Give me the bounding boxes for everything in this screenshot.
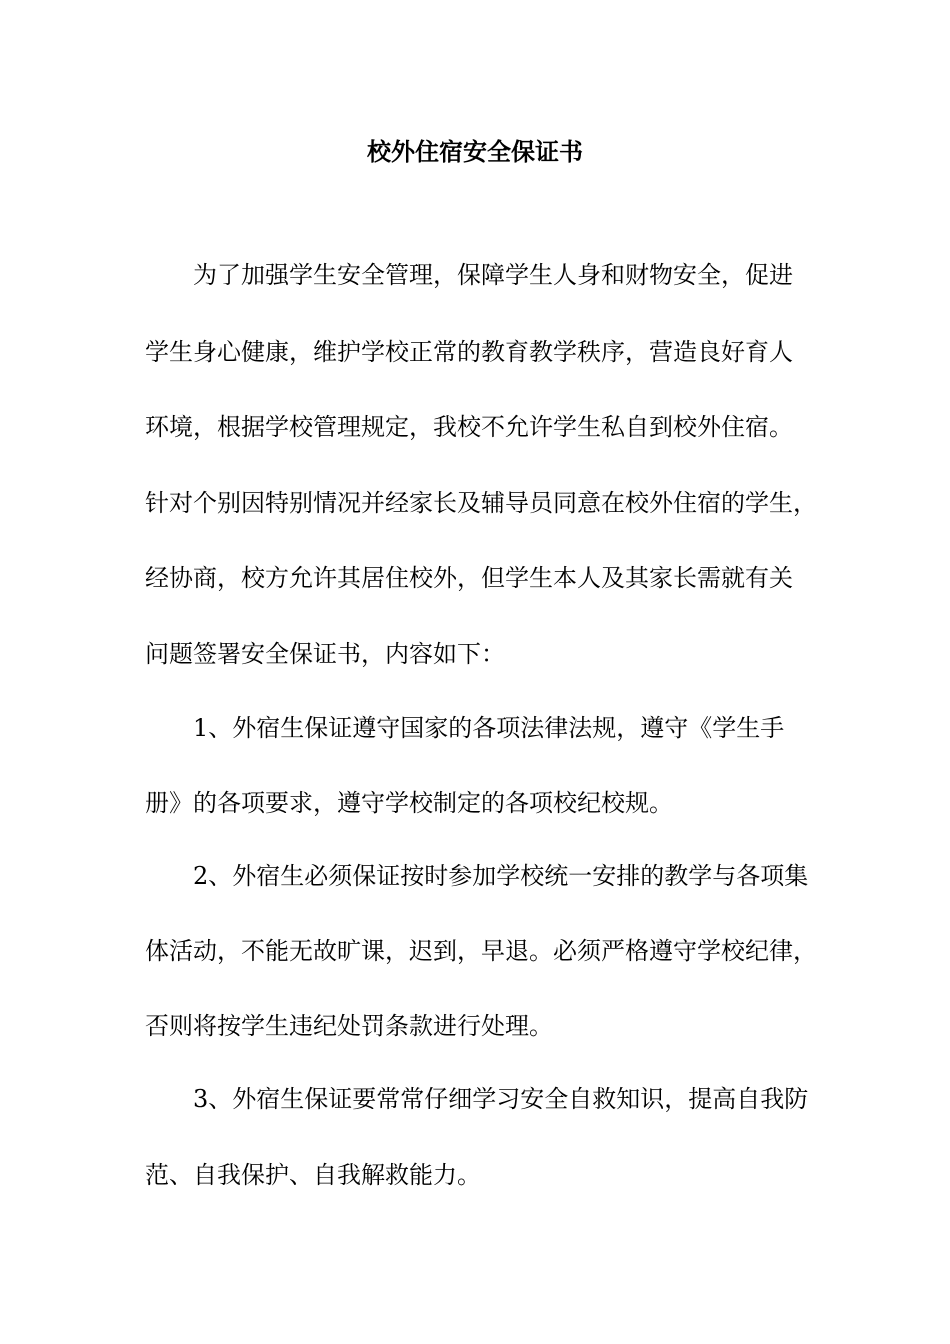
paragraph-line: 环境，根据学校管理规定，我校不允许学生私自到校外住宿。	[145, 413, 793, 441]
document-title: 校外住宿安全保证书	[367, 137, 583, 166]
paragraph-line: 针对个别因特别情况并经家长及辅导员同意在校外住宿的学生，	[145, 489, 817, 517]
list-item-line: 范、自我保护、自我解救能力。	[145, 1161, 481, 1189]
list-item-line: 体活动，不能无故旷课，迟到，早退。必须严格遵守学校纪律，	[145, 937, 817, 965]
paragraph-line: 问题签署安全保证书，内容如下：	[145, 640, 505, 668]
list-item-line: 册》的各项要求，遵守学校制定的各项校纪校规。	[145, 789, 673, 817]
paragraph-line: 为了加强学生安全管理，保障学生人身和财物安全，促进	[193, 261, 793, 289]
paragraph-line: 学生身心健康，维护学校正常的教育教学秩序，营造良好育人	[145, 338, 793, 366]
list-item-line: 否则将按学生违纪处罚条款进行处理。	[145, 1012, 553, 1040]
list-item-line: 1、外宿生保证遵守国家的各项法律法规，遵守《学生手	[193, 714, 785, 742]
paragraph-line: 经协商，校方允许其居住校外，但学生本人及其家长需就有关	[145, 564, 793, 592]
list-item-line: 2、外宿生必须保证按时参加学校统一安排的教学与各项集	[193, 862, 809, 890]
list-item-line: 3、外宿生保证要常常仔细学习安全自救知识，提高自我防	[193, 1085, 809, 1113]
